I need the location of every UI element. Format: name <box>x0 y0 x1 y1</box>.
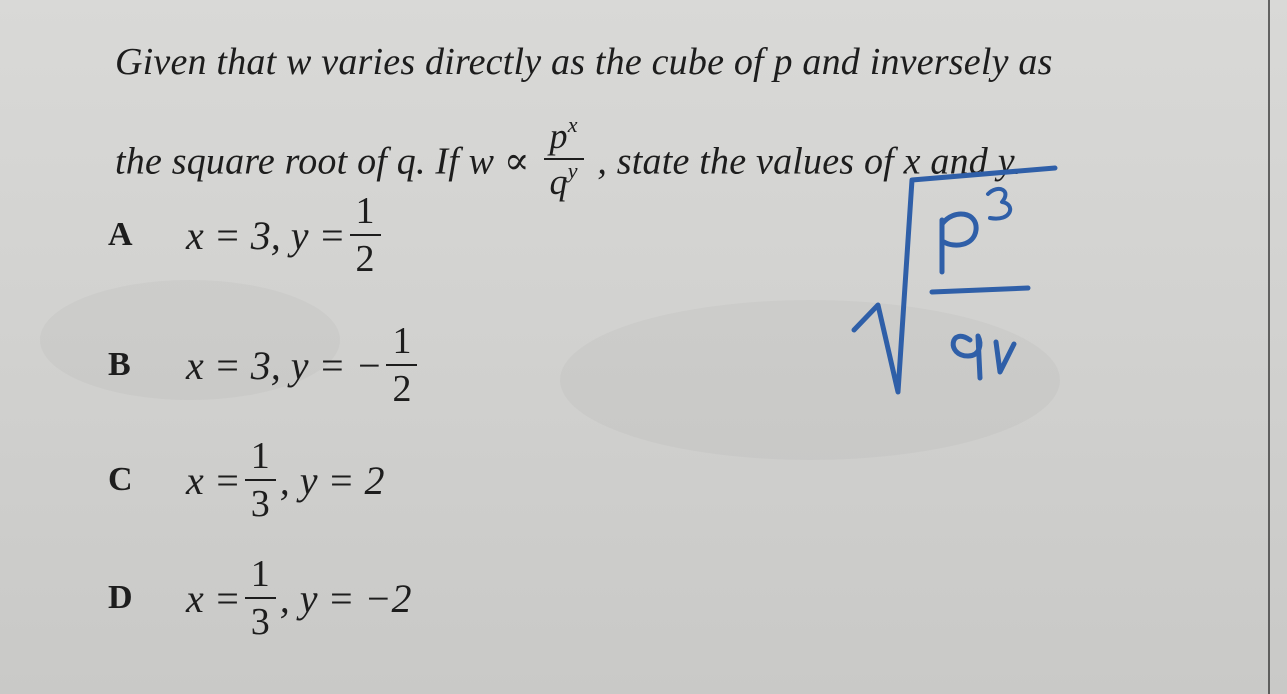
option-expression: x = <box>186 575 241 621</box>
option-math <box>186 192 385 278</box>
numerator-exponent: x <box>567 112 578 137</box>
option-expression: x = <box>186 457 241 503</box>
option-fraction-bar <box>245 597 276 599</box>
option-letter: C <box>108 461 133 498</box>
handwritten-v-mark <box>996 342 1014 372</box>
option-letter: D <box>108 579 133 616</box>
question-line-1 <box>115 40 1053 84</box>
option-fraction-bar <box>350 234 381 236</box>
page-edge-line <box>1268 0 1270 694</box>
handwritten-q <box>953 336 980 378</box>
numerator-base: p <box>549 116 568 156</box>
option-fraction-denominator: 2 <box>355 238 375 280</box>
option-trailing: , y = 2 <box>279 457 385 503</box>
option-b[interactable] <box>108 322 421 408</box>
option-fraction-denominator: 2 <box>392 368 412 410</box>
handwritten-fraction-bar <box>932 288 1028 292</box>
denominator-exponent: y <box>567 158 578 183</box>
option-d[interactable] <box>108 555 412 641</box>
option-fraction-bar <box>245 479 276 481</box>
option-fraction <box>386 322 417 408</box>
question-text-before-fraction: the square root of q. If w ∝ <box>115 140 530 183</box>
option-math <box>186 322 421 408</box>
option-math <box>186 437 385 523</box>
option-fraction <box>245 555 276 641</box>
option-c[interactable] <box>108 437 385 523</box>
option-fraction <box>350 192 381 278</box>
option-expression: x = 3, y = <box>186 212 346 258</box>
square-root-sign <box>854 168 1055 392</box>
question-text-after-fraction: , state the values of x and y. <box>597 140 1023 183</box>
option-fraction-numerator: 1 <box>250 553 270 595</box>
option-fraction-bar <box>386 364 417 366</box>
option-letter: B <box>108 346 131 383</box>
handwritten-square-root-annotation <box>850 160 1060 420</box>
option-fraction-denominator: 3 <box>250 483 270 525</box>
option-trailing: , y = −2 <box>279 575 412 621</box>
option-fraction <box>245 437 276 523</box>
option-expression: x = 3, y = − <box>186 342 383 388</box>
option-a[interactable] <box>108 192 385 278</box>
option-fraction-numerator: 1 <box>250 435 270 477</box>
handwritten-p <box>942 214 976 272</box>
proportion-fraction <box>544 112 584 202</box>
option-fraction-numerator: 1 <box>392 320 412 362</box>
option-math <box>186 555 412 641</box>
option-letter: A <box>108 216 133 253</box>
option-fraction-numerator: 1 <box>355 190 375 232</box>
handwritten-exponent-3 <box>988 189 1010 219</box>
denominator-base: q <box>549 162 568 202</box>
question-text-line-1: Given that w varies directly as the cube of p and inversely as <box>115 41 1053 83</box>
fraction-denominator <box>544 158 584 202</box>
fraction-numerator <box>544 112 584 156</box>
option-fraction-denominator: 3 <box>250 601 270 643</box>
